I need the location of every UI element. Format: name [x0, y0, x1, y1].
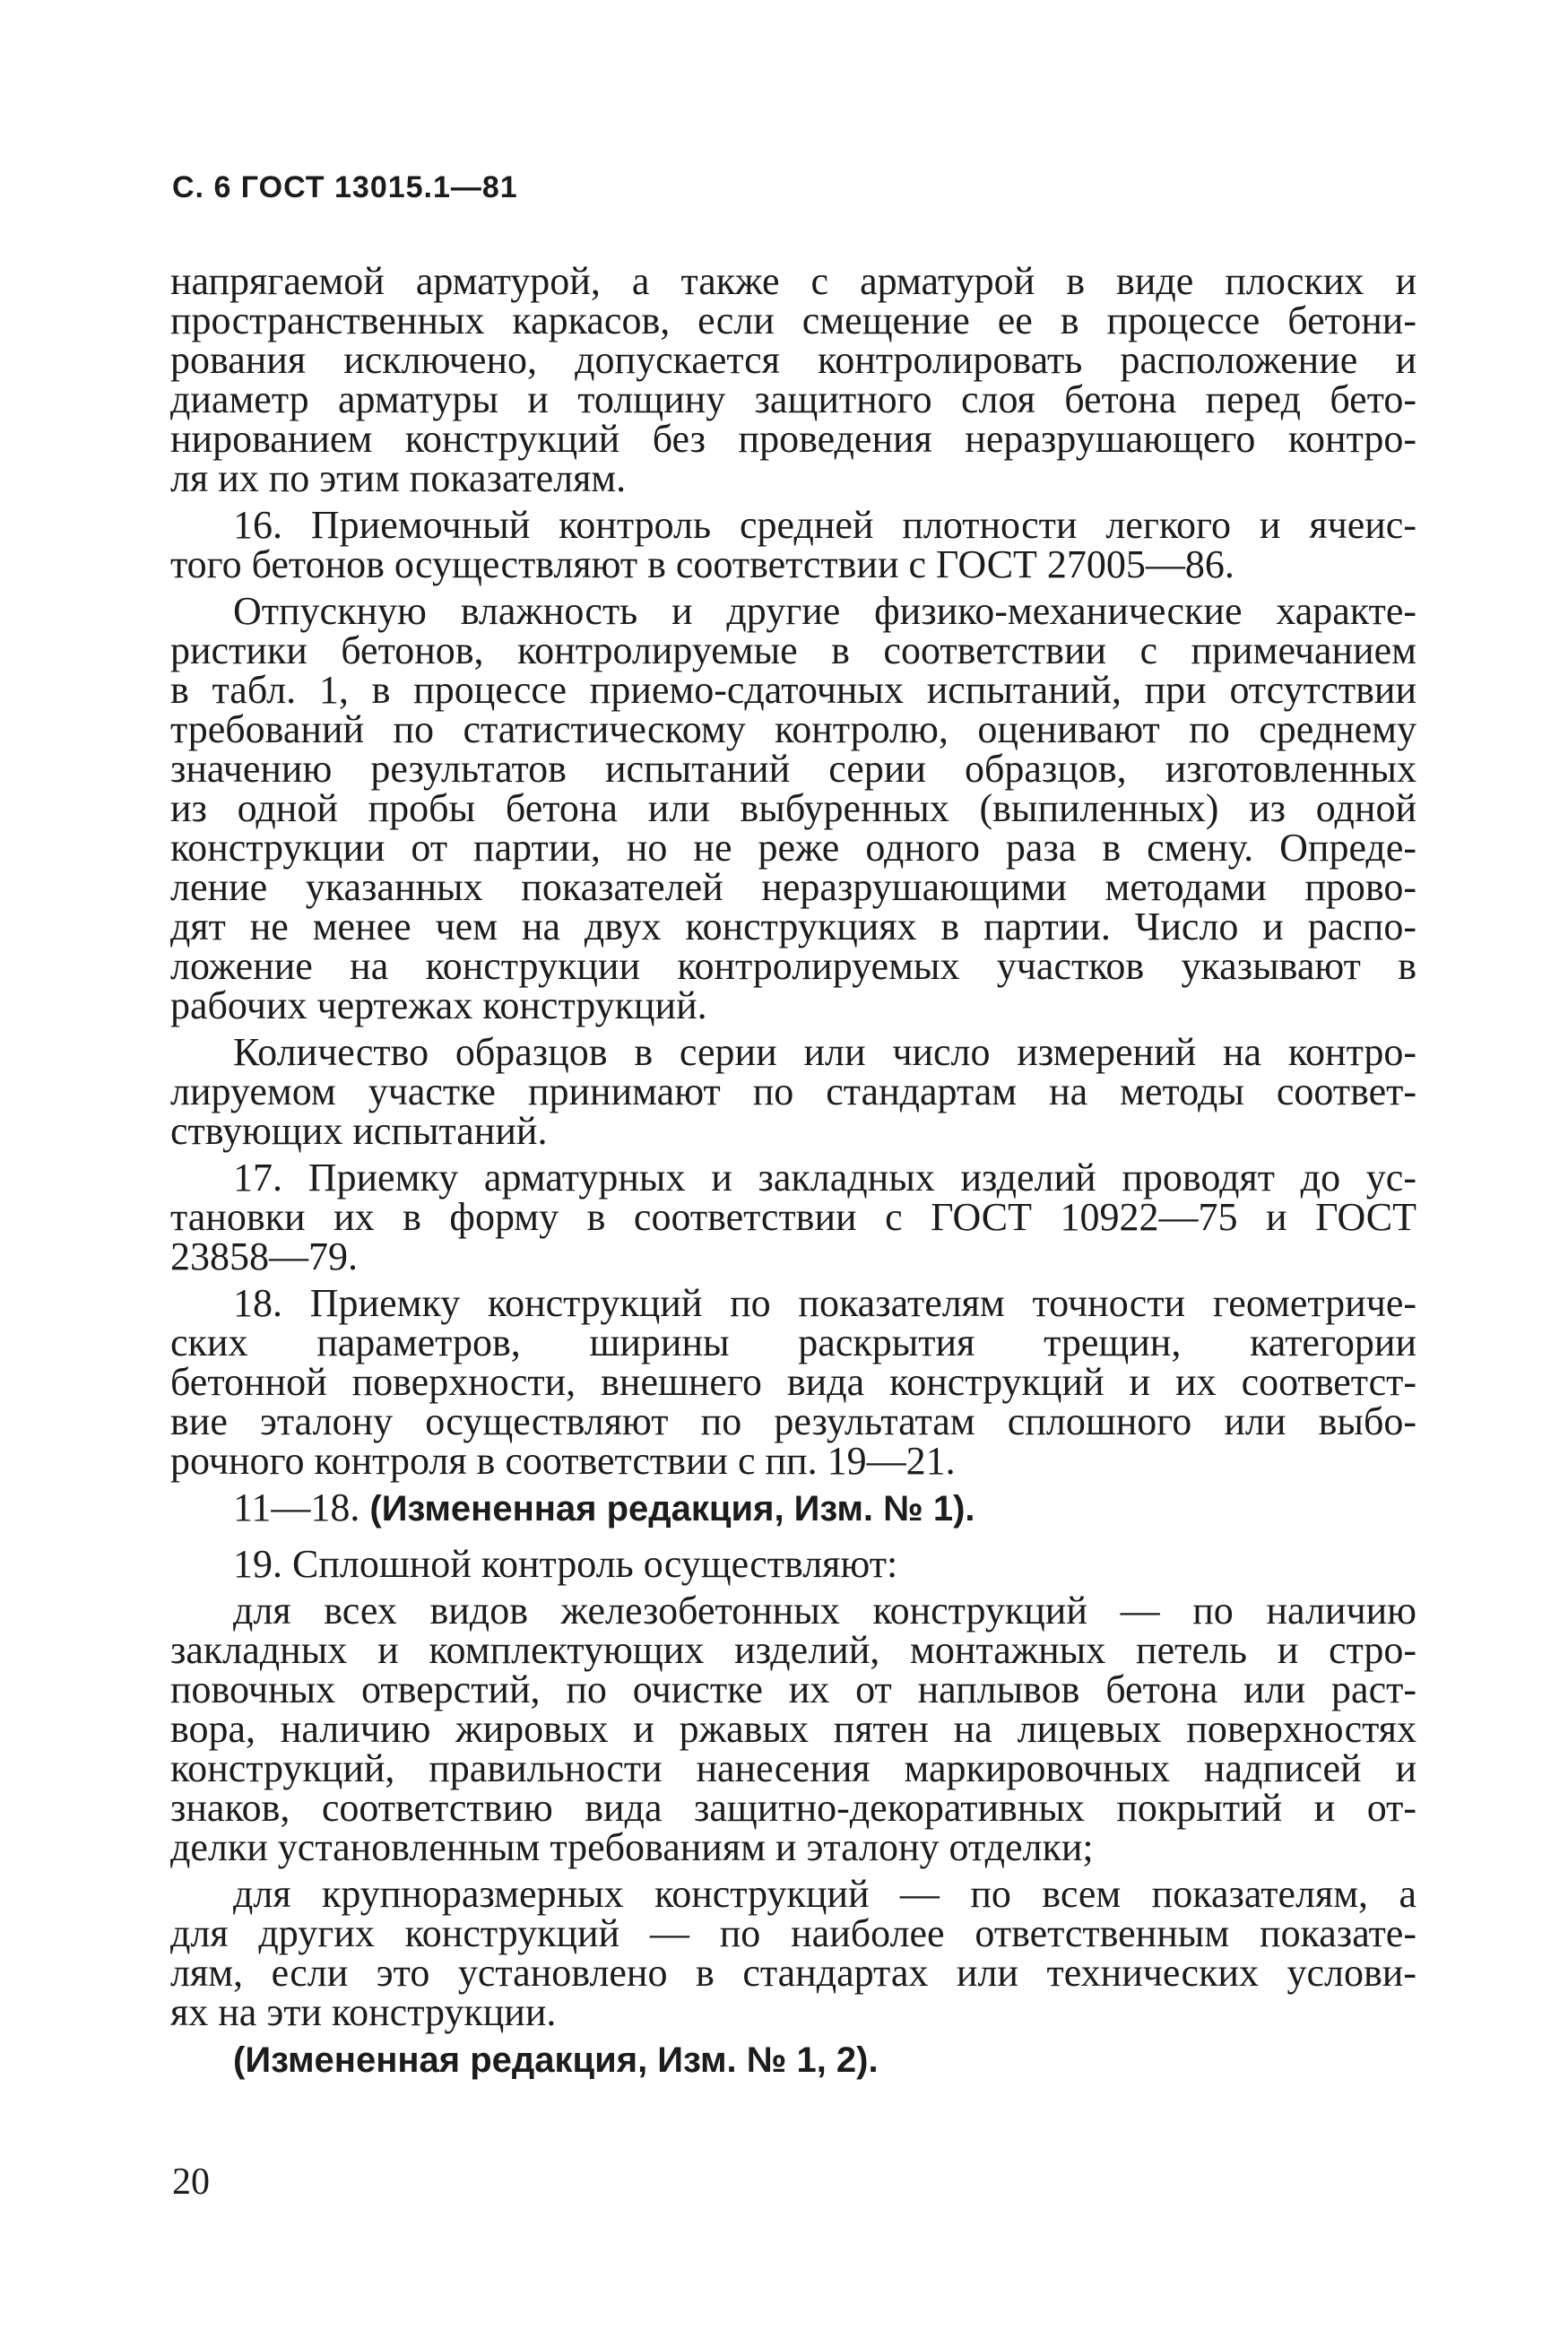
text-line: ствующих испытаний. [170, 1109, 548, 1153]
paragraph-19-all-types [170, 1591, 1416, 1867]
text-line: повочных отверстий, по очистке их от наплывов бетона или раст- [170, 1667, 1416, 1711]
text-line: Количество образцов в серии или число измерений на контро- [233, 1030, 1416, 1074]
paragraph-16-samples [170, 1030, 1416, 1153]
text-line: для крупноразмерных конструкций — по всем показателям, а [233, 1872, 1416, 1916]
text-line: лям, если это установлено в стандартах или технических услови- [170, 1951, 1416, 1995]
text-line: Отпускную влажность и другие физико-механические характе- [233, 589, 1416, 633]
paragraph-continuation [170, 259, 1416, 500]
text-line: требований по статистическому контролю, оценивают по среднему [170, 707, 1416, 751]
text-line: того бетонов осуществляют в соответствии с ГОСТ 27005—86. [170, 542, 1234, 586]
text-line: 17. Приемку арматурных и закладных изделий проводят до ус- [233, 1156, 1416, 1200]
paragraph-19 [170, 1542, 1416, 1586]
paragraph-17 [170, 1158, 1416, 1277]
text-line: для всех видов железобетонных конструкций — по наличию [233, 1589, 1416, 1633]
text-line: вора, наличию жировых и ржавых пятен на лицевых поверхностях [170, 1707, 1416, 1751]
text-line: 16. Приемочный контроль средней плотности легкого и ячеис- [233, 503, 1416, 547]
text-line: конструкции от партии, но не реже одного раза в смену. Опреде- [170, 826, 1416, 870]
text-line: бетонной поверхности, внешнего вида конструкций и их соответст- [170, 1360, 1416, 1404]
text-line: ложение на конструкции контролируемых участков указывают в [170, 944, 1416, 988]
amendment-text: (Измененная редакция, Изм. № 1, 2). [233, 2040, 879, 2080]
text-line: 19. Сплошной контроль осуществляют: [233, 1542, 898, 1586]
amendment-range: 11—18. [233, 1485, 360, 1529]
text-line: для других конструкций — по наиболее ответственным показате- [170, 1911, 1416, 1955]
text-line: ристики бетонов, контролируемые в соответствии с примечанием [170, 628, 1416, 672]
text-line: значению результатов испытаний серии образцов, изготовленных [170, 747, 1416, 791]
text-line: рования исключено, допускается контролировать расположение и [170, 338, 1416, 382]
text-line: конструкций, правильности нанесения маркировочных надписей и [170, 1746, 1416, 1790]
text-line: рочного контроля в соответствии с пп. 19—21. [170, 1439, 956, 1483]
text-line: ление указанных показателей неразрушающими методами прово- [170, 865, 1416, 909]
text-line: ля их по этим показателям. [170, 456, 627, 500]
document-body [170, 259, 1416, 2096]
running-header: С. 6 ГОСТ 13015.1—81 [172, 170, 518, 204]
amendment-text: (Измененная редакция, Изм. № 1). [369, 1489, 975, 1529]
text-line: 18. Приемку конструкций по показателям точности геометриче- [233, 1281, 1416, 1325]
amendment-note-1 [170, 1485, 1416, 1529]
text-line: ях на эти конструкции. [170, 1990, 557, 2034]
text-line: вие эталону осуществляют по результатам сплошного или выбо- [170, 1399, 1416, 1443]
paragraph-16-moisture [170, 589, 1416, 1027]
text-line: диаметр арматуры и толщину защитного слоя бетона перед бето- [170, 377, 1416, 421]
amendment-note-2 [170, 2040, 1416, 2080]
text-line: пространственных каркасов, если смещение ее в процессе бетони- [170, 299, 1416, 342]
paragraph-18 [170, 1281, 1416, 1483]
text-line: рабочих чертежах конструкций. [170, 983, 707, 1027]
text-line: 23858—79. [170, 1234, 358, 1278]
text-line: делки установленным требованиям и эталону отделки; [170, 1825, 1094, 1869]
paragraph-16 [170, 503, 1416, 586]
text-line: тановки их в форму в соответствии с ГОСТ 10922—75 и ГОСТ [170, 1195, 1416, 1239]
text-line: лируемом участке принимают по стандартам на методы соответ- [170, 1070, 1416, 1113]
text-line: напрягаемой арматурой, а также с арматурой в виде плоских и [170, 259, 1416, 303]
text-line: закладных и комплектующих изделий, монтажных петель и стро- [170, 1628, 1416, 1672]
paragraph-19-large [170, 1872, 1416, 2034]
page-number: 20 [172, 2161, 210, 2203]
text-line: из одной пробы бетона или выбуренных (выпиленных) из одной [170, 786, 1416, 830]
text-line: нированием конструкций без проведения неразрушающего контро- [170, 417, 1416, 461]
text-line: знаков, соответствию вида защитно-декоративных покрытий и от- [170, 1786, 1416, 1830]
text-line: в табл. 1, в процессе приемо-сдаточных испытаний, при отсутствии [170, 668, 1416, 712]
text-line: дят не менее чем на двух конструкциях в партии. Число и распо- [170, 905, 1416, 948]
text-line: ских параметров, ширины раскрытия трещин, категории [170, 1321, 1416, 1364]
